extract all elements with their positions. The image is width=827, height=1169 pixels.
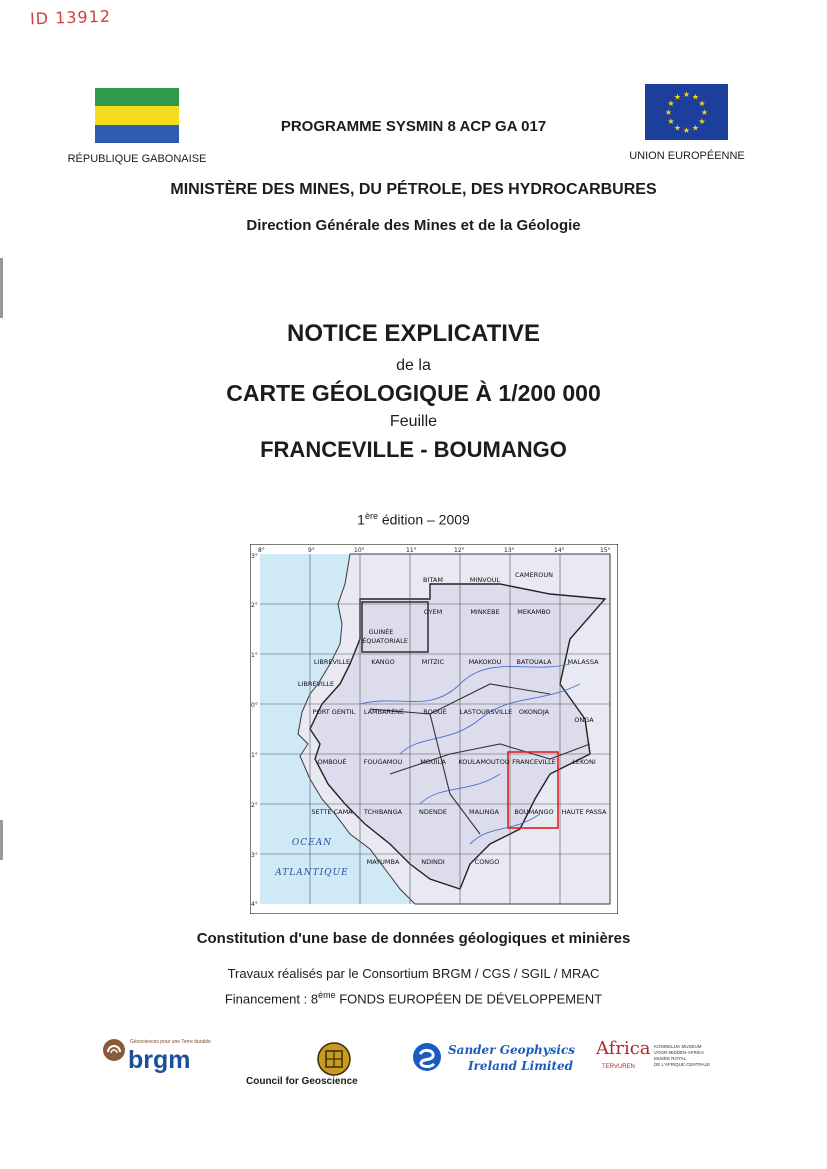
mrac-text <box>654 1044 710 1068</box>
sheet-label: NDENDE <box>419 808 447 816</box>
svg-text:★: ★ <box>664 108 673 117</box>
sheet-label: HAUTE PASSA <box>561 808 607 816</box>
sheet-label: MAYUMBA <box>366 858 400 866</box>
svg-text:★: ★ <box>691 123 700 133</box>
sheet-label: BOUMANGO <box>514 808 554 816</box>
cgs-wordmark: Council for Geoscience <box>246 1076 358 1087</box>
tick-left: 2° <box>251 802 258 809</box>
brgm-logo <box>100 1036 230 1081</box>
ministry-title: MINISTÈRE DES MINES, DU PÉTROLE, DES HYDROCARBURES <box>170 181 657 198</box>
sheet-label: SETTE CAMA <box>311 808 353 816</box>
sheet-label: BITAM <box>423 576 443 584</box>
tick-top: 9° <box>308 547 315 554</box>
tick-left: 4° <box>251 901 258 908</box>
tick-top: 10° <box>354 547 365 554</box>
handwritten-id: ID 13912 <box>29 6 112 29</box>
sheet-label: TCHIBANGA <box>363 808 403 816</box>
svg-text:★: ★ <box>682 126 691 135</box>
mrac-line: KONINKLIJK MUSEUM <box>654 1044 702 1049</box>
financement-sup: ème <box>318 990 336 1000</box>
sheet-label: NDINDI <box>421 858 445 866</box>
sheet-label: LASTOURSVILLE <box>459 708 513 716</box>
sander-swirl-icon <box>412 1042 442 1072</box>
sheet-label: KANGO <box>371 658 395 666</box>
svg-text:★: ★ <box>700 108 709 117</box>
tick-top: 8° <box>258 547 265 554</box>
sheet-label: FRANCEVILLE <box>512 758 556 766</box>
sheet-label: LEKONI <box>572 758 596 766</box>
sander-line2: Ireland Limited <box>468 1059 574 1073</box>
sheet-label: MAKOKOU <box>468 658 502 666</box>
sheet-label: MINVOUL <box>469 576 501 584</box>
cgs-logo <box>240 1040 360 1090</box>
sheet-label: BATOUALA <box>516 658 552 666</box>
tick-left: 0° <box>251 702 258 709</box>
financement-rest: FONDS EUROPÉEN DE DÉVELOPPEMENT <box>335 991 603 1007</box>
tick-left: 2° <box>251 602 258 609</box>
edition-number: 1 <box>357 511 365 528</box>
sheet-label: OMBOUÉ <box>317 758 347 766</box>
sheet-label: LAMBARÉNÉ <box>363 708 405 716</box>
eu-caption: UNION EUROPÉENNE <box>629 150 745 162</box>
scan-edge-mark <box>0 258 3 318</box>
edition-line <box>0 511 827 528</box>
financement-prefix: Financement : 8 <box>224 991 319 1007</box>
tick-top: 11° <box>406 547 417 554</box>
sheet-label: MALASSA <box>567 658 599 666</box>
africa-wordmark: Africa <box>596 1038 651 1059</box>
tick-top: 14° <box>554 547 565 554</box>
cgs-emblem-icon <box>317 1042 351 1076</box>
svg-text:★: ★ <box>698 117 706 126</box>
brgm-wordmark: brgm <box>128 1046 191 1074</box>
svg-text:★: ★ <box>698 99 706 108</box>
mrac-line: MUSÉE ROYAL <box>654 1056 687 1061</box>
direction-title: Direction Générale des Mines et de la Géologie <box>246 217 581 234</box>
tick-left: 1° <box>251 752 258 759</box>
ocean-label: OCEAN <box>291 838 333 848</box>
ocean-label: ATLANTIQUE <box>275 868 349 878</box>
sheet-label: ÉQUATORIALE <box>362 637 408 645</box>
brgm-spiral-icon <box>102 1038 126 1062</box>
programme-title: PROGRAMME SYSMIN 8 ACP GA 017 <box>280 118 547 135</box>
notice-title: NOTICE EXPLICATIVE <box>287 320 540 347</box>
sheet-name: FRANCEVILLE - BOUMANGO <box>260 437 567 462</box>
sander-line1: Sander Geophysics <box>448 1043 576 1057</box>
sheet-label: MEKAMBO <box>517 608 551 616</box>
svg-text:★: ★ <box>673 123 682 133</box>
sheet-label: MOUILA <box>420 758 446 766</box>
sheet-label: OKONDJA <box>518 708 550 716</box>
africa-subtitle: TERVUREN <box>602 1064 635 1070</box>
sheet-label: CONGO <box>474 858 500 866</box>
sheet-label: FOUGAMOU <box>363 758 403 766</box>
scan-edge-mark <box>0 820 3 860</box>
sheet-label: MINKEBE <box>470 608 500 616</box>
sheet-label: GUINÉE <box>368 628 394 636</box>
sheet-label: ONGA <box>574 716 594 724</box>
mrac-logo <box>596 1038 726 1083</box>
constitution-line: Constitution d'une base de données géologiques et minières <box>196 930 631 947</box>
gabon-caption: RÉPUBLIQUE GABONAISE <box>67 153 207 165</box>
tick-top: 12° <box>454 547 465 554</box>
location-map <box>250 544 618 914</box>
edition-sup: ère <box>364 511 378 521</box>
title-connector: de la <box>396 357 431 374</box>
sheet-label: Feuille <box>389 413 438 430</box>
tick-left: 3° <box>251 852 258 859</box>
sheet-label: BOOUÉ <box>423 708 447 716</box>
sheet-label: PORT GENTIL <box>312 708 356 716</box>
map-title: CARTE GÉOLOGIQUE À 1/200 000 <box>226 380 601 406</box>
financement-line <box>0 990 827 1006</box>
sheet-label: KOULAMOUTOU <box>458 758 510 766</box>
edition-text: édition – 2009 <box>377 511 470 528</box>
svg-text:★: ★ <box>667 117 675 126</box>
svg-text:★: ★ <box>667 99 675 108</box>
sheet-label: CAMEROUN <box>515 571 553 579</box>
tick-top: 13° <box>504 547 515 554</box>
tick-left: 3° <box>251 553 258 560</box>
brgm-tagline: Géosciences pour une Terre durable <box>130 1039 211 1045</box>
sheet-label: MITZIC <box>421 658 445 666</box>
travaux-line: Travaux réalisés par le Consortium BRGM / CGS / SGIL / MRAC <box>227 966 600 981</box>
sheet-label: OYEM <box>423 608 443 616</box>
sander-logo <box>412 1040 576 1080</box>
mrac-line: DE L'AFRIQUE CENTRALE <box>654 1062 711 1067</box>
sheet-label: LIBREVILLE <box>297 680 335 688</box>
tick-top: 15° <box>600 547 611 554</box>
mrac-line: VOOR MIDDEN-AFRIKA <box>654 1050 705 1055</box>
sheet-label: LIBREVILLE <box>313 658 351 666</box>
svg-text:★: ★ <box>673 92 682 102</box>
tick-left: 1° <box>251 652 258 659</box>
svg-text:★: ★ <box>682 90 691 99</box>
sheet-label: MALINGA <box>469 808 499 816</box>
svg-text:★: ★ <box>691 92 700 102</box>
